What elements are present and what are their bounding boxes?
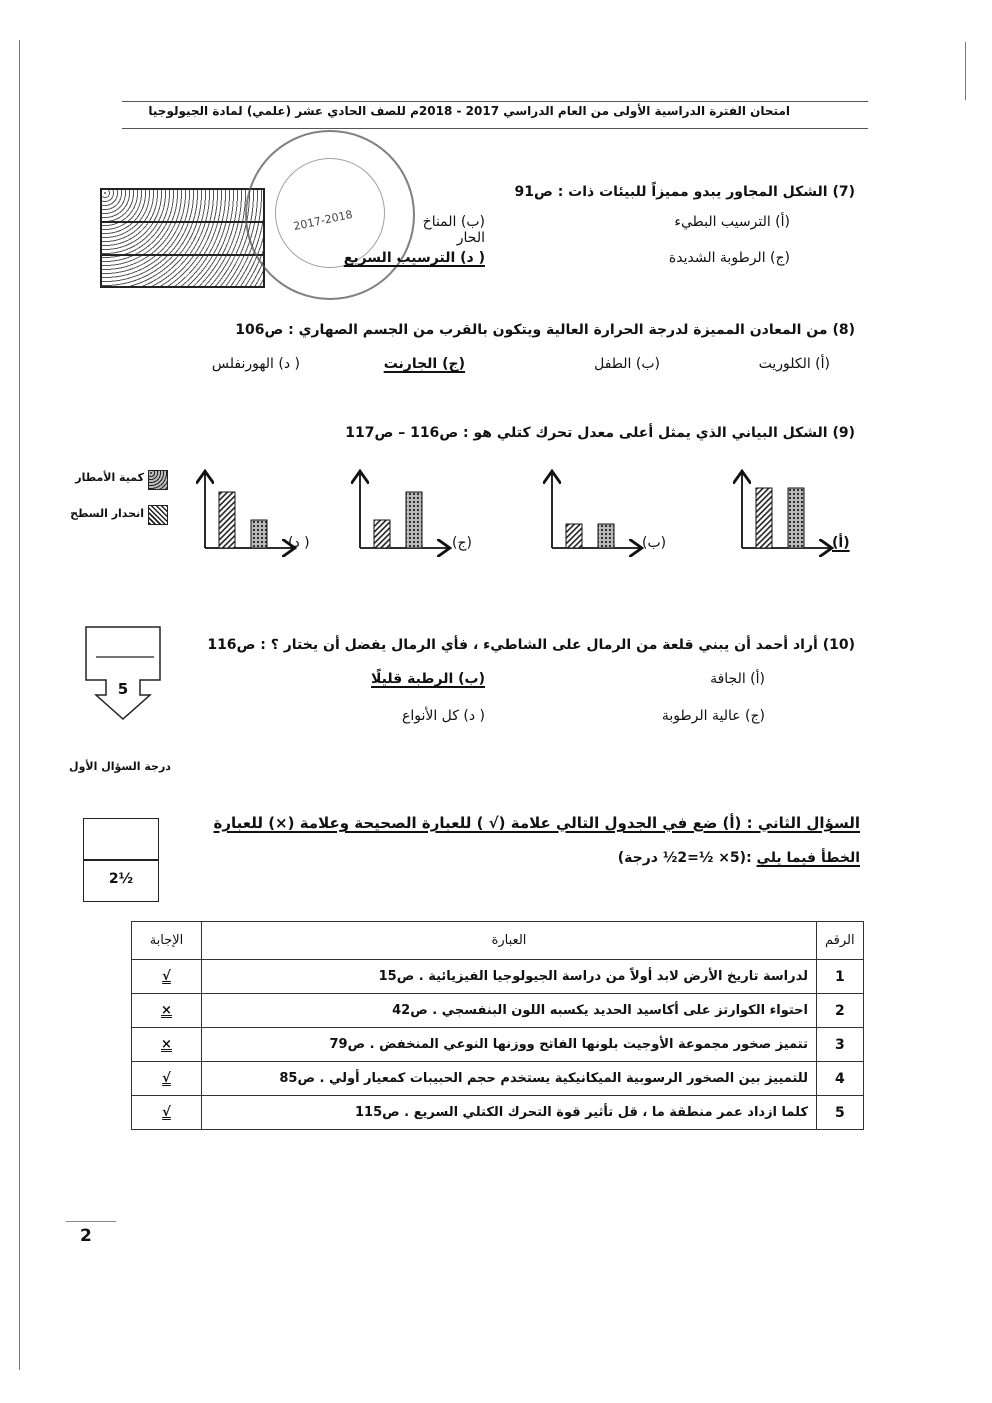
question-7-text: (7) الشكل المجاور يبدو مميزاً للبيئات ذات : ص91 xyxy=(514,184,855,200)
bar-slope xyxy=(566,524,582,548)
q9-bar-charts xyxy=(0,0,992,600)
q9-option-c[interactable]: (ج) xyxy=(452,535,472,551)
row-number: 1 xyxy=(817,960,864,994)
bar-rainfall xyxy=(406,492,422,548)
q8-option-d[interactable]: ( د) الهورنفلس xyxy=(211,356,300,372)
question-10-text: (10) أراد أحمد أن يبني قلعة من الرمال على الشاطيء ، فأي الرمال يفضل أن يختار ؟ : ص116 xyxy=(207,637,855,653)
score-q1-value: 5 xyxy=(117,680,129,698)
score-box-q2-divider xyxy=(84,859,158,861)
question-2-line2-underlined: الخطأ فيما يلي xyxy=(756,850,860,866)
row-answer[interactable]: √ xyxy=(132,960,202,994)
col-header-number: الرقم xyxy=(817,922,864,960)
bar-rainfall xyxy=(788,488,804,548)
legend-label-rainfall: كمية الأمطار xyxy=(75,471,144,484)
question-9-text: (9) الشكل البياني الذي يمثل أعلى معدل تحرك كتلي هو : ص116 – ص117 xyxy=(345,425,855,441)
bar-slope xyxy=(374,520,390,548)
row-statement: احتواء الكوارتز على أكاسيد الحديد يكسبه اللون البنفسجي . ص42 xyxy=(202,994,817,1028)
q8-option-a[interactable]: (أ) الكلوريت xyxy=(758,356,830,372)
row-statement: لدراسة تاريخ الأرض لابد أولاً من دراسة الجيولوجيا الفيزيائية . ص15 xyxy=(202,960,817,994)
page-number: 2 xyxy=(80,1226,92,1246)
row-statement: للتمييز بين الصخور الرسوبية الميكانيكية يستخدم حجم الحبيبات كمعيار أولي . ص85 xyxy=(202,1062,817,1096)
q7-option-c[interactable]: (ج) الرطوبة الشديدة xyxy=(668,250,790,266)
row-answer[interactable]: × xyxy=(132,1028,202,1062)
chart-d xyxy=(205,473,293,548)
score-box-q1 xyxy=(80,625,170,725)
chart-a xyxy=(742,473,830,548)
q7-option-a[interactable]: (أ) الترسيب البطيء xyxy=(674,214,790,230)
col-header-statement: العبارة xyxy=(202,922,817,960)
table-header-row xyxy=(132,922,864,960)
question-2-line2-points: :(5× ½=2½ درجة) xyxy=(617,850,757,866)
chart-c xyxy=(360,473,448,548)
table-row xyxy=(132,1096,864,1130)
true-false-table xyxy=(131,921,864,1130)
bar-rainfall xyxy=(251,520,267,548)
q10-option-d[interactable]: ( د) كل الأنواع xyxy=(401,708,485,724)
q9-option-a-correct[interactable]: (أ) xyxy=(832,535,850,551)
q7-option-b[interactable]: (ب) المناخ الحار xyxy=(422,214,485,246)
table-row xyxy=(132,1028,864,1062)
row-statement: تتميز صخور مجموعة الأوجيت بلونها الفاتح ووزنها النوعي المنخفض . ص79 xyxy=(202,1028,817,1062)
row-number: 3 xyxy=(817,1028,864,1062)
score-box-q2 xyxy=(83,818,159,902)
col-header-answer: الإجابة xyxy=(132,922,202,960)
row-statement: كلما ازداد عمر منطقة ما ، قل تأثير قوة التحرك الكتلي السريع . ص115 xyxy=(202,1096,817,1130)
row-number: 5 xyxy=(817,1096,864,1130)
table-row xyxy=(132,960,864,994)
exam-header-title: امتحان الفترة الدراسية الأولى من العام الدراسي 2017 - 2018م للصف الحادي عشر (علمي) لمادة الجيولوجيا xyxy=(148,104,790,118)
q8-option-c-correct[interactable]: (ج) الجارنت xyxy=(383,356,465,372)
score-q1-caption: درجة السؤال الأول xyxy=(69,760,171,773)
q9-option-b[interactable]: (ب) xyxy=(642,535,667,551)
q8-option-b[interactable]: (ب) الطفل xyxy=(594,356,660,372)
q9-option-d[interactable]: ( د) xyxy=(288,535,310,551)
row-answer[interactable]: √ xyxy=(132,1062,202,1096)
bar-rainfall xyxy=(598,524,614,548)
question-2-instruction-line2 xyxy=(520,850,860,866)
row-answer[interactable]: √ xyxy=(132,1096,202,1130)
stamp-year: 2017-2018 xyxy=(292,207,354,234)
bar-slope xyxy=(756,488,772,548)
q7-option-d-correct[interactable]: ( د) الترسيب السريع xyxy=(343,250,485,266)
q10-option-a[interactable]: (أ) الجافة xyxy=(710,671,765,687)
question-8-text: (8) من المعادن المميزة لدرجة الحرارة العالية ويتكون بالقرب من الجسم الصهاري : ص106 xyxy=(235,322,855,338)
row-number: 2 xyxy=(817,994,864,1028)
table-row xyxy=(132,994,864,1028)
bar-slope xyxy=(219,492,235,548)
question-2-instruction-line1: السؤال الثاني : (أ) ضع في الجدول التالي علامة (√ ) للعبارة الصحيحة وعلامة (×) للعبارة xyxy=(213,814,860,832)
score-q2-value: 2½ xyxy=(108,871,134,887)
table-row xyxy=(132,1062,864,1096)
q10-option-b-correct[interactable]: (ب) الرطبة قليلًا xyxy=(371,671,485,687)
q10-option-c[interactable]: (ج) عالية الرطوبة xyxy=(661,708,765,724)
row-number: 4 xyxy=(817,1062,864,1096)
legend-label-slope: انحدار السطح xyxy=(70,507,144,520)
page-number-rule xyxy=(66,1221,116,1222)
row-answer[interactable]: × xyxy=(132,994,202,1028)
chart-b xyxy=(552,473,640,548)
